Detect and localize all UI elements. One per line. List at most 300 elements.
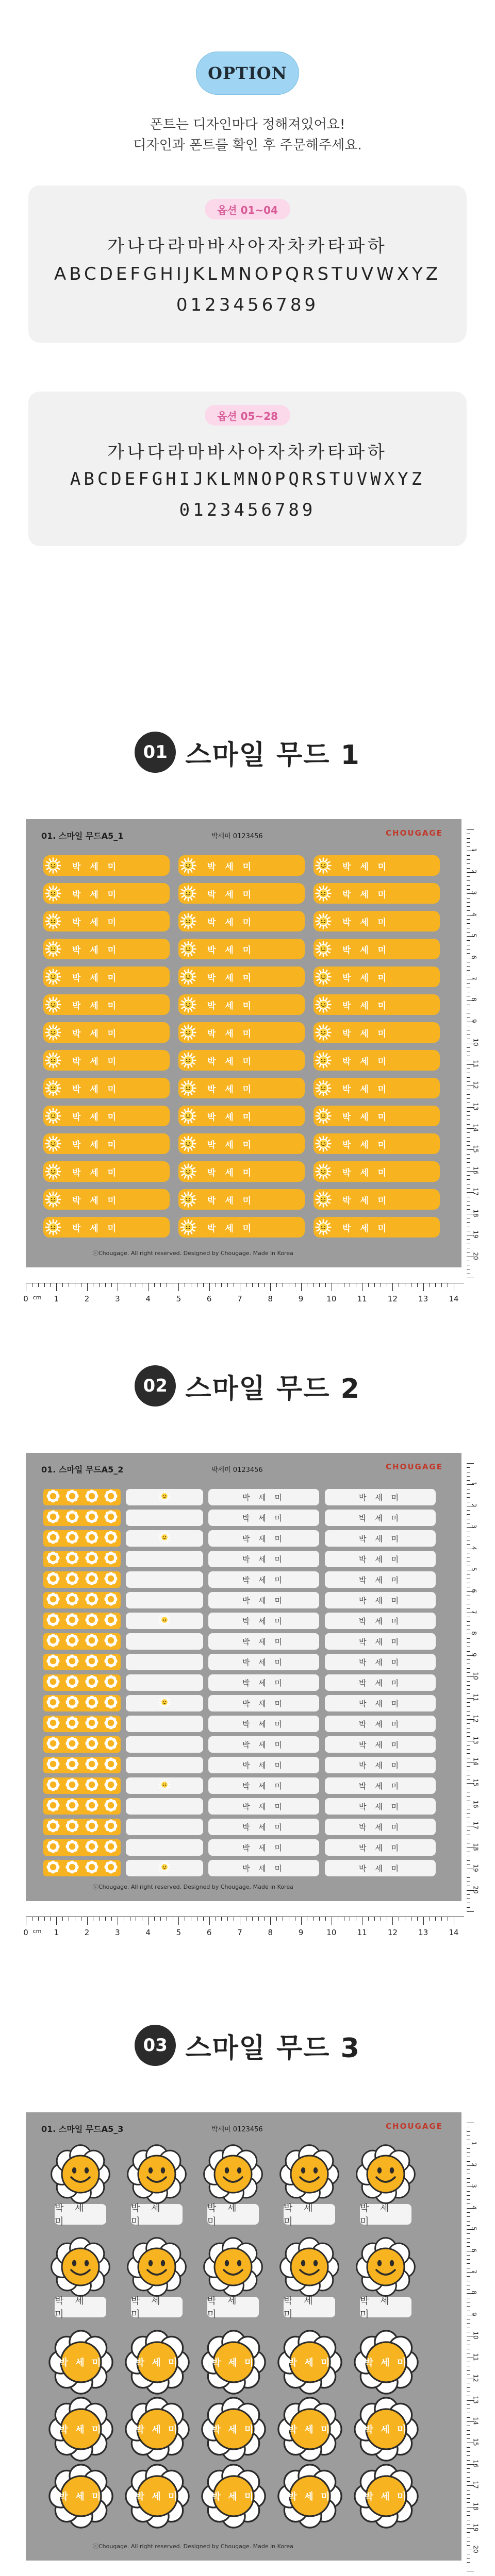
name-label: 박 세 미 (208, 1510, 319, 1526)
sticker-name: 박 세 미 (207, 1028, 255, 1039)
sticker-name: 박 세 미 (72, 861, 120, 872)
daisy-icon (85, 1860, 99, 1876)
ruler-number: 0 (23, 1928, 28, 1937)
daisy-strip (43, 1613, 121, 1629)
smile-strip (126, 1551, 203, 1567)
sticker-name: 박 세 미 (72, 1140, 120, 1150)
ruler-number: 3 (115, 1928, 120, 1937)
name-sticker (314, 1050, 440, 1071)
smile-sun-icon (178, 911, 198, 931)
sheet-title: 01. 스마일 무드A5_3 (41, 2124, 124, 2134)
smile-sun-icon (43, 1106, 63, 1126)
daisy-icon (85, 1571, 99, 1588)
flower-name: 박 세 미 (135, 2358, 179, 2368)
smile-sun-icon (314, 1050, 333, 1070)
ruler-number: 7 (470, 2269, 477, 2274)
daisy-icon (65, 1860, 79, 1876)
sticker-sheet-2 (26, 1453, 461, 1901)
daisy-icon (104, 1633, 118, 1650)
option-desc-line1: 폰트는 디자인마다 정해져있어요! (150, 117, 345, 132)
sticker-name: 박 세 미 (207, 1001, 255, 1011)
daisy-icon (85, 1798, 99, 1815)
name-sticker (314, 939, 440, 959)
name-label: 박 세 미 (208, 1716, 319, 1732)
ruler-number: 14 (449, 1294, 459, 1303)
option-title: OPTION (196, 52, 299, 95)
daisy-icon (46, 1839, 60, 1856)
name-tag: 박 세 미 (207, 2204, 259, 2225)
smile-sun-icon (314, 911, 333, 931)
sticker-name: 박 세 미 (342, 973, 390, 984)
ruler-number: 12 (472, 1081, 480, 1089)
smile-sun-icon (43, 1134, 63, 1154)
name-sticker (43, 855, 170, 876)
ruler-number: 20 (472, 1251, 480, 1260)
name-sticker (178, 1161, 305, 1182)
sticker-name: 박 세 미 (207, 1056, 255, 1067)
ruler-number: 1 (470, 1482, 477, 1486)
ruler-number: 2 (470, 870, 477, 874)
daisy-icon (65, 1613, 79, 1629)
smile-sun-icon (43, 856, 63, 875)
flower-name: 박 세 미 (211, 2358, 256, 2368)
daisy-icon (46, 1819, 60, 1835)
name-sticker (43, 1078, 170, 1098)
smile-sun-icon (43, 1078, 63, 1098)
smile-sun-icon (314, 939, 333, 959)
sheet-header (26, 819, 461, 848)
sticker-name: 박 세 미 (207, 1167, 255, 1178)
daisy-icon (104, 1551, 118, 1567)
section-title: 스마일 무드 1 (185, 739, 360, 771)
sheet-header (26, 1453, 461, 1482)
ruler-number: 4 (145, 1294, 151, 1303)
name-label: 박 세 미 (208, 1633, 319, 1650)
smile-strip (126, 1798, 203, 1815)
ruler-number: 16 (472, 1800, 480, 1808)
flower-name: 박 세 미 (288, 2358, 332, 2368)
sticker-name: 박 세 미 (342, 861, 390, 872)
ruler-vertical (467, 1463, 480, 1911)
smile-sun-icon (43, 939, 63, 959)
name-sticker (43, 1217, 170, 1238)
sticker-name: 박 세 미 (342, 1167, 390, 1178)
ruler-number: 4 (470, 912, 477, 917)
font-sample-digits: 0123456789 (176, 295, 319, 315)
daisy-strip (43, 1674, 121, 1691)
ruler-number: 20 (472, 1885, 480, 1894)
font-badge: 옵션 05~28 (205, 405, 290, 426)
name-label: 박 세 미 (325, 1777, 436, 1794)
daisy-icon (104, 1860, 118, 1876)
name-label: 박 세 미 (208, 1736, 319, 1753)
smile-sun-icon (178, 1050, 198, 1070)
name-tag: 박 세 미 (360, 2204, 411, 2225)
ruler-number: 11 (472, 2353, 480, 2361)
smile-sun-icon (314, 884, 333, 903)
sticker-name: 박 세 미 (342, 889, 390, 900)
ruler-unit: cm (32, 1928, 42, 1935)
ruler-number: 13 (418, 1928, 428, 1937)
daisy-strip (43, 1592, 121, 1608)
sticker-name: 박 세 미 (72, 917, 120, 928)
smile-strip (126, 1530, 203, 1547)
smile-strip (126, 1674, 203, 1691)
name-label: 박 세 미 (325, 1674, 436, 1691)
sheet-footer: ⓒChougage. All right reserved. Designed by Chougage. Made in Korea (93, 2543, 293, 2550)
name-sticker (178, 855, 305, 876)
name-label: 박 세 미 (208, 1777, 319, 1794)
flower-name: 박 세 미 (364, 2425, 408, 2435)
ruler-number: 19 (472, 1864, 480, 1872)
name-sticker (314, 1217, 440, 1238)
name-label: 박 세 미 (325, 1613, 436, 1629)
name-sticker (43, 883, 170, 904)
ruler-number: 17 (472, 1821, 480, 1829)
ruler-number: 0 (23, 1294, 28, 1303)
daisy-icon (65, 1716, 79, 1732)
name-label: 박 세 미 (208, 1654, 319, 1670)
ruler-number: 4 (145, 1928, 151, 1937)
name-sticker (43, 1189, 170, 1210)
ruler-number: 16 (472, 2460, 480, 2468)
sticker-name: 박 세 미 (342, 1001, 390, 1011)
daisy-icon (104, 1798, 118, 1815)
ruler-number: 4 (470, 2205, 477, 2210)
name-sticker (178, 1050, 305, 1071)
option-section (0, 0, 495, 577)
ruler-number: 11 (357, 1294, 367, 1303)
daisy-icon (104, 1695, 118, 1711)
smile-sun-icon (158, 1860, 171, 1876)
ruler-number: 9 (470, 1653, 477, 1657)
ruler-number: 18 (472, 1209, 480, 1217)
sheet-brand: CHOUGAGE (386, 2122, 443, 2131)
name-sticker (314, 1022, 440, 1043)
smile-strip (126, 1757, 203, 1773)
daisy-icon (104, 1819, 118, 1835)
daisy-icon (104, 1571, 118, 1588)
daisy-strip (43, 1819, 121, 1835)
name-tag: 박 세 미 (131, 2204, 183, 2225)
sticker-name: 박 세 미 (72, 1195, 120, 1206)
daisy-icon (104, 1592, 118, 1608)
daisy-icon (65, 1839, 79, 1856)
daisy-icon (65, 1633, 79, 1650)
daisy-icon (104, 1757, 118, 1773)
name-sticker (314, 883, 440, 904)
daisy-icon (46, 1716, 60, 1732)
sticker-name: 박 세 미 (342, 1084, 390, 1095)
smile-strip (126, 1489, 203, 1505)
ruler-number: 19 (472, 1230, 480, 1239)
sticker-name: 박 세 미 (72, 1028, 120, 1039)
ruler-number: 5 (176, 1294, 182, 1303)
daisy-icon (65, 1757, 79, 1773)
sheet-footer: ⓒChougage. All right reserved. Designed by Chougage. Made in Korea (93, 1884, 293, 1890)
name-label: 박 세 미 (208, 1592, 319, 1608)
ruler-number: 10 (326, 1928, 337, 1937)
section-header-3 (0, 2020, 495, 2071)
smile-strip (126, 1695, 203, 1711)
smile-strip (126, 1860, 203, 1876)
daisy-icon (85, 1736, 99, 1753)
daisy-icon (85, 1819, 99, 1835)
name-label: 박 세 미 (325, 1736, 436, 1753)
daisy-icon (46, 1489, 60, 1505)
daisy-icon (85, 1530, 99, 1547)
sticker-sheet-1 (26, 819, 461, 1267)
name-label: 박 세 미 (325, 1489, 436, 1505)
smile-strip (126, 1839, 203, 1856)
smile-flower-icon (50, 2143, 111, 2207)
smile-flower-icon (355, 2143, 417, 2207)
ruler-number: 9 (298, 1928, 304, 1937)
section-number: 03 (135, 2025, 176, 2066)
name-label: 박 세 미 (208, 1695, 319, 1711)
daisy-strip (43, 1489, 121, 1505)
sticker-name: 박 세 미 (72, 889, 120, 900)
daisy-icon (65, 1654, 79, 1670)
smile-sun-icon (314, 1078, 333, 1098)
smile-sun-icon (314, 1217, 333, 1237)
daisy-strip (43, 1716, 121, 1732)
smile-sun-icon (43, 1162, 63, 1181)
name-sticker (178, 1189, 305, 1210)
ruler-number: 18 (472, 2502, 480, 2511)
smile-flower-icon (126, 2236, 188, 2300)
sheet-brand: CHOUGAGE (386, 1462, 443, 1471)
smile-sun-icon (178, 1078, 198, 1098)
smile-strip (126, 1716, 203, 1732)
sticker-name: 박 세 미 (207, 1223, 255, 1234)
name-label: 박 세 미 (208, 1613, 319, 1629)
sheet-title: 01. 스마일 무드A5_1 (41, 831, 124, 841)
smile-sun-icon (43, 1023, 63, 1042)
sticker-name: 박 세 미 (72, 1084, 120, 1095)
ruler-number: 1 (470, 2141, 477, 2146)
ruler-number: 10 (472, 1038, 480, 1046)
daisy-icon (104, 1839, 118, 1856)
sticker-name: 박 세 미 (207, 1084, 255, 1095)
smile-sun-icon (178, 856, 198, 875)
name-sticker (314, 855, 440, 876)
sheet-phone: 박세미 0123456 (211, 2126, 263, 2133)
daisy-strip (43, 1777, 121, 1794)
ruler-vertical (467, 2123, 480, 2571)
ruler-number: 17 (472, 2481, 480, 2489)
daisy-icon (104, 1654, 118, 1670)
smile-strip (126, 1654, 203, 1670)
daisy-icon (104, 1674, 118, 1691)
section-header-1 (0, 726, 495, 778)
daisy-icon (85, 1716, 99, 1732)
daisy-icon (65, 1777, 79, 1794)
ruler-number: 7 (470, 1610, 477, 1614)
daisy-strip (43, 1510, 121, 1526)
font-sample-korean: 가나다라마바사아자차카타파하 (107, 236, 388, 257)
smile-sun-icon (43, 911, 63, 931)
smile-sun-icon (314, 1162, 333, 1181)
smile-flower-icon (126, 2143, 188, 2207)
daisy-icon (65, 1819, 79, 1835)
sticker-name: 박 세 미 (342, 1140, 390, 1150)
sheet-title: 01. 스마일 무드A5_2 (41, 1465, 124, 1475)
ruler-number: 18 (472, 1843, 480, 1851)
smile-sun-icon (178, 1190, 198, 1209)
name-sticker (178, 1078, 305, 1098)
name-label: 박 세 미 (208, 1798, 319, 1815)
flower-name: 박 세 미 (59, 2492, 103, 2502)
smile-strip (126, 1819, 203, 1835)
ruler-horizontal (23, 1917, 464, 1942)
daisy-icon (104, 1530, 118, 1547)
sticker-name: 박 세 미 (72, 1167, 120, 1178)
ruler-number: 8 (470, 1631, 477, 1636)
name-sticker (314, 967, 440, 987)
daisy-icon (65, 1571, 79, 1588)
daisy-icon (65, 1695, 79, 1711)
daisy-icon (104, 1613, 118, 1629)
name-label: 박 세 미 (325, 1633, 436, 1650)
daisy-strip (43, 1798, 121, 1815)
flower-name: 박 세 미 (364, 2492, 408, 2502)
ruler-number: 12 (387, 1928, 398, 1937)
daisy-strip (43, 1633, 121, 1650)
ruler-number: 12 (387, 1294, 398, 1303)
ruler-number: 7 (470, 976, 477, 980)
name-label: 박 세 미 (208, 1860, 319, 1876)
font-card-1 (28, 185, 467, 343)
sticker-name: 박 세 미 (207, 889, 255, 900)
daisy-icon (65, 1510, 79, 1526)
font-sample-alphabet: ABCDEFGHIJKLMNOPQRSTUVWXYZ (70, 469, 425, 489)
name-label: 박 세 미 (325, 1839, 436, 1856)
ruler-number: 17 (472, 1188, 480, 1196)
font-badge: 옵션 01~04 (205, 199, 290, 219)
name-sticker (178, 883, 305, 904)
smile-sun-icon (314, 1106, 333, 1126)
sticker-sheet-area-1 (0, 809, 495, 1324)
name-sticker (43, 1106, 170, 1126)
ruler-number: 14 (472, 1757, 480, 1766)
flower-name: 박 세 미 (288, 2492, 332, 2502)
ruler-number: 6 (470, 955, 477, 959)
ruler-number: 15 (472, 1145, 480, 1154)
smile-sun-icon (314, 1134, 333, 1154)
ruler-number: 5 (470, 2227, 477, 2231)
daisy-icon (65, 1530, 79, 1547)
ruler-number: 13 (472, 1102, 480, 1111)
name-label: 박 세 미 (325, 1716, 436, 1732)
daisy-icon (65, 1736, 79, 1753)
daisy-icon (85, 1674, 99, 1691)
sticker-name: 박 세 미 (72, 1056, 120, 1067)
sticker-name: 박 세 미 (72, 973, 120, 984)
name-label: 박 세 미 (208, 1489, 319, 1505)
daisy-icon (65, 1674, 79, 1691)
daisy-icon (46, 1571, 60, 1588)
flower-name: 박 세 미 (211, 2425, 256, 2435)
ruler-number: 2 (470, 2163, 477, 2167)
name-tag: 박 세 미 (360, 2297, 411, 2317)
ruler-number: 14 (472, 1124, 480, 1132)
name-sticker (43, 1161, 170, 1182)
smile-sun-icon (43, 1050, 63, 1070)
smile-sun-icon (43, 967, 63, 987)
ruler-number: 12 (472, 2374, 480, 2382)
daisy-icon (104, 1736, 118, 1753)
sheet-brand: CHOUGAGE (386, 828, 443, 838)
ruler-number: 1 (54, 1294, 59, 1303)
ruler-number: 2 (84, 1928, 90, 1937)
name-label: 박 세 미 (325, 1551, 436, 1567)
smile-flower-icon (355, 2236, 417, 2300)
name-sticker (178, 939, 305, 959)
flower-name: 박 세 미 (364, 2358, 408, 2368)
daisy-strip (43, 1757, 121, 1773)
smile-sun-icon (43, 1217, 63, 1237)
smile-strip (126, 1613, 203, 1629)
ruler-number: 11 (472, 1693, 480, 1702)
sheet-header (26, 2112, 461, 2141)
daisy-icon (46, 1777, 60, 1794)
ruler-number: 13 (472, 2395, 480, 2404)
smile-flower-icon (278, 2236, 340, 2300)
daisy-icon (85, 1695, 99, 1711)
ruler-number: 8 (470, 997, 477, 1002)
daisy-icon (85, 1551, 99, 1567)
smile-sun-icon (314, 967, 333, 987)
ruler-number: 15 (472, 1778, 480, 1787)
sticker-name: 박 세 미 (342, 945, 390, 956)
sticker-name: 박 세 미 (342, 1195, 390, 1206)
ruler-number: 10 (326, 1294, 337, 1303)
ruler-number: 1 (470, 848, 477, 853)
option-desc-line2: 디자인과 폰트를 확인 후 주문해주세요. (133, 138, 362, 153)
sheet-phone: 박세미 0123456 (211, 1466, 263, 1474)
section-title: 스마일 무드 3 (185, 2032, 360, 2064)
smile-sun-icon (43, 884, 63, 903)
daisy-icon (65, 1592, 79, 1608)
ruler-number: 13 (472, 1736, 480, 1744)
smile-flower-icon (202, 2236, 264, 2300)
flower-name: 박 세 미 (288, 2425, 332, 2435)
daisy-icon (85, 1510, 99, 1526)
ruler-number: 10 (472, 1672, 480, 1680)
sheet-phone: 박세미 0123456 (211, 833, 263, 840)
daisy-icon (85, 1654, 99, 1670)
ruler-number: 11 (472, 1060, 480, 1068)
daisy-icon (46, 1551, 60, 1567)
ruler-vertical (467, 829, 480, 1278)
smile-strip (126, 1736, 203, 1753)
name-sticker (314, 1161, 440, 1182)
daisy-icon (46, 1695, 60, 1711)
ruler-number: 9 (470, 2312, 477, 2316)
name-sticker (178, 1133, 305, 1154)
name-label: 박 세 미 (325, 1592, 436, 1608)
ruler-number: 11 (357, 1928, 367, 1937)
sticker-name: 박 세 미 (342, 917, 390, 928)
name-sticker (314, 1133, 440, 1154)
ruler-number: 6 (206, 1294, 212, 1303)
smile-sun-icon (314, 995, 333, 1014)
name-sticker (178, 1022, 305, 1043)
sticker-sheet-area-2 (0, 1443, 495, 1958)
flower-name: 박 세 미 (59, 2358, 103, 2368)
smile-sun-icon (178, 1134, 198, 1154)
